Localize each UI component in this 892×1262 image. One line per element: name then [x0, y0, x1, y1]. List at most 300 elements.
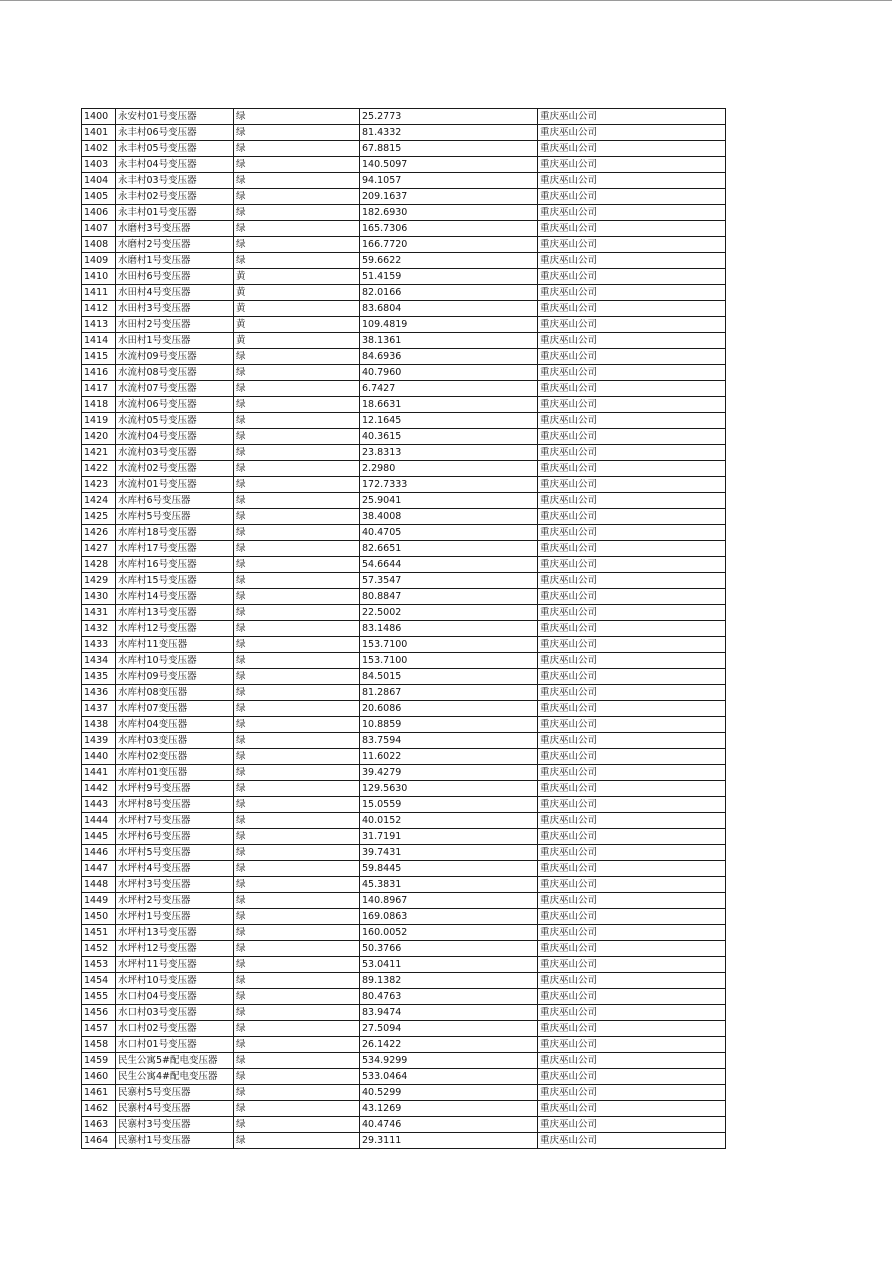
company-cell: 重庆巫山公司 [538, 1101, 726, 1117]
transformer-name-cell: 水流村06号变压器 [116, 397, 234, 413]
value-cell: 209.1637 [360, 189, 538, 205]
company-cell: 重庆巫山公司 [538, 845, 726, 861]
company-cell: 重庆巫山公司 [538, 365, 726, 381]
company-cell: 重庆巫山公司 [538, 317, 726, 333]
row-id-cell: 1417 [82, 381, 116, 397]
transformer-name-cell: 水库村5号变压器 [116, 509, 234, 525]
row-id-cell: 1419 [82, 413, 116, 429]
table-row [82, 557, 726, 573]
transformer-name-cell: 永丰村01号变压器 [116, 205, 234, 221]
value-cell: 140.5097 [360, 157, 538, 173]
table-row [82, 1133, 726, 1149]
transformer-table-body [82, 109, 726, 1149]
status-cell: 绿 [234, 989, 360, 1005]
status-cell: 绿 [234, 797, 360, 813]
status-cell: 绿 [234, 461, 360, 477]
row-id-cell: 1431 [82, 605, 116, 621]
value-cell: 45.3831 [360, 877, 538, 893]
company-cell: 重庆巫山公司 [538, 109, 726, 125]
row-id-cell: 1402 [82, 141, 116, 157]
transformer-name-cell: 水坪村6号变压器 [116, 829, 234, 845]
transformer-name-cell: 水流村01号变压器 [116, 477, 234, 493]
transformer-name-cell: 水口村04号变压器 [116, 989, 234, 1005]
value-cell: 80.8847 [360, 589, 538, 605]
value-cell: 83.9474 [360, 1005, 538, 1021]
company-cell: 重庆巫山公司 [538, 1117, 726, 1133]
table-row [82, 925, 726, 941]
row-id-cell: 1445 [82, 829, 116, 845]
transformer-name-cell: 水坪村2号变压器 [116, 893, 234, 909]
company-cell: 重庆巫山公司 [538, 589, 726, 605]
status-cell: 绿 [234, 237, 360, 253]
row-id-cell: 1453 [82, 957, 116, 973]
value-cell: 20.6086 [360, 701, 538, 717]
table-row [82, 909, 726, 925]
status-cell: 绿 [234, 109, 360, 125]
company-cell: 重庆巫山公司 [538, 301, 726, 317]
table-row [82, 973, 726, 989]
table-row [82, 237, 726, 253]
company-cell: 重庆巫山公司 [538, 669, 726, 685]
row-id-cell: 1464 [82, 1133, 116, 1149]
row-id-cell: 1404 [82, 173, 116, 189]
status-cell: 绿 [234, 1133, 360, 1149]
value-cell: 43.1269 [360, 1101, 538, 1117]
value-cell: 59.8445 [360, 861, 538, 877]
value-cell: 82.0166 [360, 285, 538, 301]
value-cell: 11.6022 [360, 749, 538, 765]
status-cell: 绿 [234, 157, 360, 173]
table-row [82, 189, 726, 205]
transformer-name-cell: 水库村6号变压器 [116, 493, 234, 509]
company-cell: 重庆巫山公司 [538, 173, 726, 189]
value-cell: 153.7100 [360, 637, 538, 653]
status-cell: 绿 [234, 141, 360, 157]
transformer-name-cell: 水库村15号变压器 [116, 573, 234, 589]
status-cell: 绿 [234, 413, 360, 429]
company-cell: 重庆巫山公司 [538, 429, 726, 445]
transformer-name-cell: 民寨村5号变压器 [116, 1085, 234, 1101]
status-cell: 绿 [234, 941, 360, 957]
company-cell: 重庆巫山公司 [538, 637, 726, 653]
value-cell: 40.3615 [360, 429, 538, 445]
row-id-cell: 1462 [82, 1101, 116, 1117]
value-cell: 12.1645 [360, 413, 538, 429]
transformer-name-cell: 水田村6号变压器 [116, 269, 234, 285]
row-id-cell: 1430 [82, 589, 116, 605]
company-cell: 重庆巫山公司 [538, 189, 726, 205]
row-id-cell: 1455 [82, 989, 116, 1005]
status-cell: 绿 [234, 781, 360, 797]
status-cell: 绿 [234, 669, 360, 685]
table-row [82, 205, 726, 221]
status-cell: 绿 [234, 589, 360, 605]
transformer-name-cell: 水库村02变压器 [116, 749, 234, 765]
transformer-name-cell: 水库村08变压器 [116, 685, 234, 701]
company-cell: 重庆巫山公司 [538, 349, 726, 365]
status-cell: 绿 [234, 845, 360, 861]
table-row [82, 573, 726, 589]
company-cell: 重庆巫山公司 [538, 157, 726, 173]
transformer-name-cell: 民寨村4号变压器 [116, 1101, 234, 1117]
value-cell: 89.1382 [360, 973, 538, 989]
status-cell: 绿 [234, 573, 360, 589]
row-id-cell: 1411 [82, 285, 116, 301]
transformer-name-cell: 永丰村06号变压器 [116, 125, 234, 141]
company-cell: 重庆巫山公司 [538, 493, 726, 509]
status-cell: 绿 [234, 749, 360, 765]
status-cell: 绿 [234, 717, 360, 733]
row-id-cell: 1461 [82, 1085, 116, 1101]
row-id-cell: 1444 [82, 813, 116, 829]
status-cell: 绿 [234, 685, 360, 701]
row-id-cell: 1463 [82, 1117, 116, 1133]
transformer-name-cell: 民寨村1号变压器 [116, 1133, 234, 1149]
table-row [82, 333, 726, 349]
row-id-cell: 1426 [82, 525, 116, 541]
value-cell: 38.4008 [360, 509, 538, 525]
row-id-cell: 1451 [82, 925, 116, 941]
value-cell: 38.1361 [360, 333, 538, 349]
status-cell: 绿 [234, 381, 360, 397]
transformer-name-cell: 水库村03变压器 [116, 733, 234, 749]
value-cell: 59.6622 [360, 253, 538, 269]
transformer-name-cell: 水坪村5号变压器 [116, 845, 234, 861]
status-cell: 绿 [234, 429, 360, 445]
value-cell: 84.6936 [360, 349, 538, 365]
transformer-name-cell: 水库村07变压器 [116, 701, 234, 717]
row-id-cell: 1447 [82, 861, 116, 877]
transformer-name-cell: 水坪村11号变压器 [116, 957, 234, 973]
transformer-name-cell: 永丰村03号变压器 [116, 173, 234, 189]
status-cell: 绿 [234, 957, 360, 973]
value-cell: 84.5015 [360, 669, 538, 685]
status-cell: 绿 [234, 525, 360, 541]
company-cell: 重庆巫山公司 [538, 877, 726, 893]
status-cell: 绿 [234, 445, 360, 461]
table-row [82, 461, 726, 477]
table-row [82, 221, 726, 237]
value-cell: 40.4705 [360, 525, 538, 541]
value-cell: 6.7427 [360, 381, 538, 397]
transformer-name-cell: 水坪村13号变压器 [116, 925, 234, 941]
status-cell: 绿 [234, 861, 360, 877]
transformer-name-cell: 水库村01变压器 [116, 765, 234, 781]
company-cell: 重庆巫山公司 [538, 253, 726, 269]
transformer-name-cell: 永丰村05号变压器 [116, 141, 234, 157]
value-cell: 27.5094 [360, 1021, 538, 1037]
value-cell: 29.3111 [360, 1133, 538, 1149]
transformer-name-cell: 水磨村2号变压器 [116, 237, 234, 253]
company-cell: 重庆巫山公司 [538, 573, 726, 589]
value-cell: 182.6930 [360, 205, 538, 221]
transformer-name-cell: 水田村2号变压器 [116, 317, 234, 333]
table-row [82, 1117, 726, 1133]
row-id-cell: 1440 [82, 749, 116, 765]
value-cell: 57.3547 [360, 573, 538, 589]
company-cell: 重庆巫山公司 [538, 557, 726, 573]
value-cell: 160.0052 [360, 925, 538, 941]
transformer-name-cell: 水库村11变压器 [116, 637, 234, 653]
row-id-cell: 1439 [82, 733, 116, 749]
row-id-cell: 1425 [82, 509, 116, 525]
row-id-cell: 1410 [82, 269, 116, 285]
table-row [82, 125, 726, 141]
row-id-cell: 1435 [82, 669, 116, 685]
value-cell: 40.7960 [360, 365, 538, 381]
value-cell: 40.4746 [360, 1117, 538, 1133]
transformer-name-cell: 水流村03号变压器 [116, 445, 234, 461]
value-cell: 40.5299 [360, 1085, 538, 1101]
status-cell: 绿 [234, 253, 360, 269]
row-id-cell: 1422 [82, 461, 116, 477]
company-cell: 重庆巫山公司 [538, 893, 726, 909]
transformer-name-cell: 水流村04号变压器 [116, 429, 234, 445]
row-id-cell: 1428 [82, 557, 116, 573]
row-id-cell: 1401 [82, 125, 116, 141]
status-cell: 绿 [234, 397, 360, 413]
status-cell: 绿 [234, 701, 360, 717]
table-row [82, 605, 726, 621]
transformer-name-cell: 水库村09号变压器 [116, 669, 234, 685]
status-cell: 绿 [234, 621, 360, 637]
value-cell: 53.0411 [360, 957, 538, 973]
table-row [82, 413, 726, 429]
company-cell: 重庆巫山公司 [538, 925, 726, 941]
table-row [82, 429, 726, 445]
value-cell: 172.7333 [360, 477, 538, 493]
status-cell: 黄 [234, 317, 360, 333]
transformer-name-cell: 永安村01号变压器 [116, 109, 234, 125]
table-row [82, 669, 726, 685]
row-id-cell: 1437 [82, 701, 116, 717]
transformer-name-cell: 水坪村3号变压器 [116, 877, 234, 893]
row-id-cell: 1429 [82, 573, 116, 589]
table-row [82, 589, 726, 605]
company-cell: 重庆巫山公司 [538, 1005, 726, 1021]
status-cell: 绿 [234, 205, 360, 221]
value-cell: 83.6804 [360, 301, 538, 317]
status-cell: 绿 [234, 365, 360, 381]
status-cell: 绿 [234, 605, 360, 621]
value-cell: 2.2980 [360, 461, 538, 477]
company-cell: 重庆巫山公司 [538, 829, 726, 845]
company-cell: 重庆巫山公司 [538, 381, 726, 397]
value-cell: 533.0464 [360, 1069, 538, 1085]
table-row [82, 989, 726, 1005]
value-cell: 80.4763 [360, 989, 538, 1005]
table-row [82, 765, 726, 781]
company-cell: 重庆巫山公司 [538, 461, 726, 477]
table-row [82, 877, 726, 893]
status-cell: 绿 [234, 493, 360, 509]
row-id-cell: 1424 [82, 493, 116, 509]
row-id-cell: 1407 [82, 221, 116, 237]
row-id-cell: 1446 [82, 845, 116, 861]
row-id-cell: 1458 [82, 1037, 116, 1053]
row-id-cell: 1414 [82, 333, 116, 349]
table-row [82, 173, 726, 189]
row-id-cell: 1450 [82, 909, 116, 925]
table-row [82, 653, 726, 669]
table-row [82, 317, 726, 333]
table-row [82, 269, 726, 285]
row-id-cell: 1409 [82, 253, 116, 269]
transformer-name-cell: 水流村07号变压器 [116, 381, 234, 397]
table-row [82, 541, 726, 557]
transformer-name-cell: 民生公寓4#配电变压器 [116, 1069, 234, 1085]
company-cell: 重庆巫山公司 [538, 733, 726, 749]
status-cell: 黄 [234, 301, 360, 317]
value-cell: 83.1486 [360, 621, 538, 637]
value-cell: 50.3766 [360, 941, 538, 957]
table-row [82, 861, 726, 877]
table-row [82, 701, 726, 717]
status-cell: 绿 [234, 1037, 360, 1053]
status-cell: 绿 [234, 1101, 360, 1117]
value-cell: 81.2867 [360, 685, 538, 701]
value-cell: 166.7720 [360, 237, 538, 253]
table-row [82, 749, 726, 765]
table-row [82, 1069, 726, 1085]
status-cell: 绿 [234, 877, 360, 893]
row-id-cell: 1449 [82, 893, 116, 909]
company-cell: 重庆巫山公司 [538, 701, 726, 717]
value-cell: 22.5002 [360, 605, 538, 621]
transformer-name-cell: 水流村02号变压器 [116, 461, 234, 477]
table-row [82, 941, 726, 957]
value-cell: 39.7431 [360, 845, 538, 861]
status-cell: 绿 [234, 909, 360, 925]
row-id-cell: 1443 [82, 797, 116, 813]
value-cell: 23.8313 [360, 445, 538, 461]
status-cell: 绿 [234, 653, 360, 669]
row-id-cell: 1400 [82, 109, 116, 125]
table-row [82, 509, 726, 525]
transformer-name-cell: 水流村08号变压器 [116, 365, 234, 381]
value-cell: 26.1422 [360, 1037, 538, 1053]
status-cell: 绿 [234, 1069, 360, 1085]
company-cell: 重庆巫山公司 [538, 605, 726, 621]
company-cell: 重庆巫山公司 [538, 813, 726, 829]
transformer-name-cell: 水田村4号变压器 [116, 285, 234, 301]
value-cell: 25.9041 [360, 493, 538, 509]
status-cell: 绿 [234, 893, 360, 909]
status-cell: 绿 [234, 829, 360, 845]
table-row [82, 381, 726, 397]
company-cell: 重庆巫山公司 [538, 397, 726, 413]
value-cell: 10.8859 [360, 717, 538, 733]
status-cell: 绿 [234, 973, 360, 989]
row-id-cell: 1405 [82, 189, 116, 205]
value-cell: 39.4279 [360, 765, 538, 781]
table-row [82, 1005, 726, 1021]
value-cell: 15.0559 [360, 797, 538, 813]
transformer-name-cell: 民寨村3号变压器 [116, 1117, 234, 1133]
transformer-name-cell: 水坪村7号变压器 [116, 813, 234, 829]
table-row [82, 285, 726, 301]
status-cell: 绿 [234, 477, 360, 493]
transformer-name-cell: 永丰村02号变压器 [116, 189, 234, 205]
row-id-cell: 1459 [82, 1053, 116, 1069]
table-row [82, 1101, 726, 1117]
table-row [82, 1085, 726, 1101]
table-row [82, 525, 726, 541]
company-cell: 重庆巫山公司 [538, 1069, 726, 1085]
status-cell: 绿 [234, 173, 360, 189]
row-id-cell: 1454 [82, 973, 116, 989]
table-row [82, 445, 726, 461]
transformer-table [81, 108, 726, 1149]
transformer-name-cell: 水磨村1号变压器 [116, 253, 234, 269]
row-id-cell: 1413 [82, 317, 116, 333]
transformer-name-cell: 水坪村12号变压器 [116, 941, 234, 957]
status-cell: 绿 [234, 637, 360, 653]
table-row [82, 397, 726, 413]
row-id-cell: 1457 [82, 1021, 116, 1037]
value-cell: 40.0152 [360, 813, 538, 829]
company-cell: 重庆巫山公司 [538, 285, 726, 301]
row-id-cell: 1438 [82, 717, 116, 733]
status-cell: 绿 [234, 1005, 360, 1021]
transformer-name-cell: 永丰村04号变压器 [116, 157, 234, 173]
value-cell: 54.6644 [360, 557, 538, 573]
company-cell: 重庆巫山公司 [538, 413, 726, 429]
company-cell: 重庆巫山公司 [538, 1021, 726, 1037]
company-cell: 重庆巫山公司 [538, 1037, 726, 1053]
table-row [82, 717, 726, 733]
status-cell: 绿 [234, 189, 360, 205]
row-id-cell: 1412 [82, 301, 116, 317]
transformer-name-cell: 水库村16号变压器 [116, 557, 234, 573]
table-row [82, 845, 726, 861]
row-id-cell: 1434 [82, 653, 116, 669]
table-row [82, 1021, 726, 1037]
company-cell: 重庆巫山公司 [538, 989, 726, 1005]
company-cell: 重庆巫山公司 [538, 717, 726, 733]
table-row [82, 957, 726, 973]
row-id-cell: 1460 [82, 1069, 116, 1085]
table-row [82, 781, 726, 797]
row-id-cell: 1420 [82, 429, 116, 445]
row-id-cell: 1432 [82, 621, 116, 637]
status-cell: 绿 [234, 541, 360, 557]
status-cell: 黄 [234, 285, 360, 301]
status-cell: 绿 [234, 1117, 360, 1133]
table-row [82, 1053, 726, 1069]
company-cell: 重庆巫山公司 [538, 1133, 726, 1149]
value-cell: 153.7100 [360, 653, 538, 669]
row-id-cell: 1456 [82, 1005, 116, 1021]
company-cell: 重庆巫山公司 [538, 861, 726, 877]
transformer-name-cell: 水库村17号变压器 [116, 541, 234, 557]
company-cell: 重庆巫山公司 [538, 685, 726, 701]
table-row [82, 493, 726, 509]
value-cell: 534.9299 [360, 1053, 538, 1069]
value-cell: 169.0863 [360, 909, 538, 925]
company-cell: 重庆巫山公司 [538, 445, 726, 461]
row-id-cell: 1442 [82, 781, 116, 797]
table-row [82, 349, 726, 365]
row-id-cell: 1415 [82, 349, 116, 365]
status-cell: 绿 [234, 349, 360, 365]
table-row [82, 621, 726, 637]
transformer-name-cell: 水库村14号变压器 [116, 589, 234, 605]
row-id-cell: 1452 [82, 941, 116, 957]
table-row [82, 813, 726, 829]
transformer-name-cell: 水坪村10号变压器 [116, 973, 234, 989]
company-cell: 重庆巫山公司 [538, 1085, 726, 1101]
